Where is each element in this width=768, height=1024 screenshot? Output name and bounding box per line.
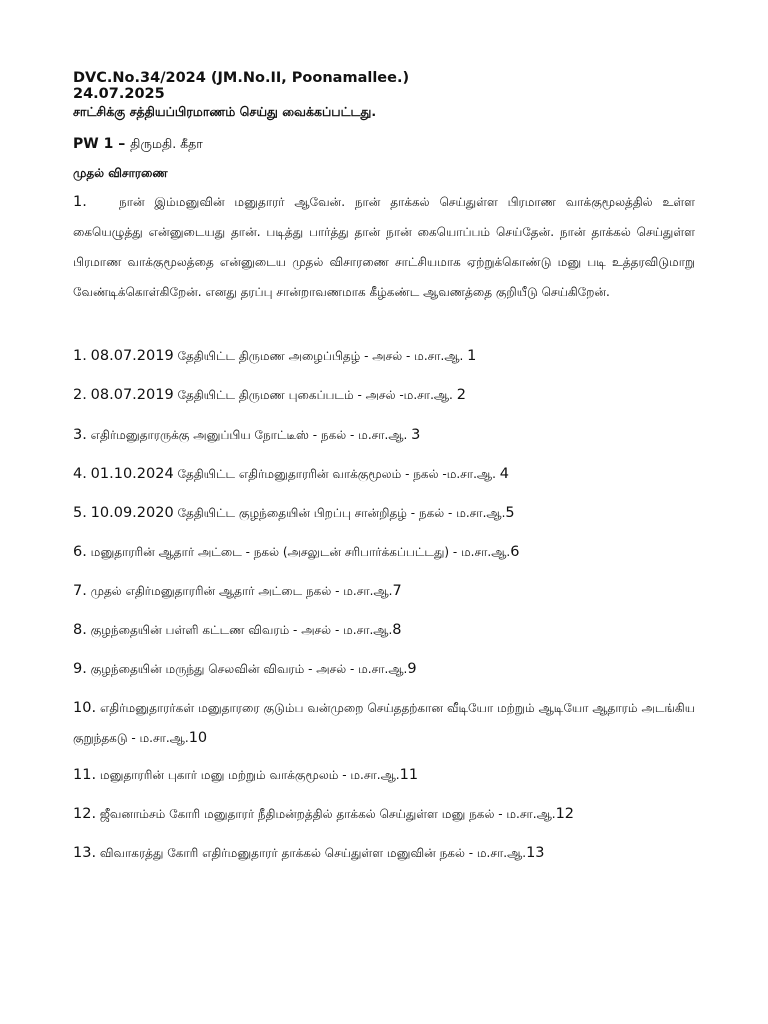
- exhibit-text-part: 13: [526, 845, 545, 861]
- exhibit-text-part: 9.: [73, 661, 87, 677]
- exhibit-item-5: [73, 505, 515, 522]
- exhibit-item-1: [73, 348, 476, 365]
- oath-line: சாட்சிக்கு சத்தியப்பிரமாணம் செய்து வைக்கப்பட்டது.: [73, 104, 377, 119]
- witness-dash: –: [113, 136, 131, 152]
- exhibit-text-part: 2: [456, 387, 466, 403]
- exhibit-text-part: 7.: [73, 583, 87, 599]
- exhibit-text-part: 10.09.2020: [90, 505, 174, 521]
- exhibit-item-2: [73, 387, 466, 404]
- exhibit-text-part: 5: [505, 505, 515, 521]
- exhibit-text-part: 11.: [73, 767, 97, 783]
- exhibit-text-part: 10.: [73, 700, 97, 716]
- exhibit-text-part: 6.: [73, 544, 87, 560]
- exhibit-text-part: 2.: [73, 387, 87, 403]
- case-number-line: DVC.No.34/2024 (JM.No.II, Poonamallee.): [73, 70, 410, 86]
- date-line: 24.07.2025: [73, 86, 165, 102]
- exhibit-text-part: ஜீவனாம்சம் கோரி மனுதாரர் நீதிமன்றத்தில் தாக்கல் செய்துள்ள மனு நகல் - ம.சா.ஆ.: [96, 807, 556, 821]
- witness-heading: [73, 136, 203, 153]
- exhibit-text-part: 3.: [73, 427, 87, 443]
- exhibit-text-part: விவாகரத்து கோரி எதிர்மனுதாரர் தாக்கல் செய்துள்ள மனுவின் நகல் - ம.சா.ஆ.: [96, 846, 527, 860]
- section-title: முதல் விசாரணை: [73, 166, 168, 180]
- exhibit-item-11: [73, 767, 418, 784]
- exhibit-text-part: தேதியிட்ட திருமண அழைப்பிதழ் - அசல் - ம.சா.ஆ.: [173, 349, 468, 363]
- exhibit-text-part: 3: [411, 427, 421, 443]
- exhibit-text-part: எதிர்மனுதாரருக்கு அனுப்பிய நோட்டீஸ் - நகல் - ம.சா.ஆ.: [86, 428, 412, 442]
- exhibit-text-part: 01.10.2024: [90, 466, 174, 482]
- exhibit-item-12: [73, 806, 574, 823]
- exhibit-text-part: மனுதாரரின் புகார் மனு மற்றும் வாக்குமூலம் - ம.சா.ஆ.: [96, 768, 400, 782]
- exhibit-text-part: 7: [392, 583, 402, 599]
- exhibit-text-part: 10: [188, 730, 208, 746]
- exhibit-text-part: 1.: [73, 348, 87, 364]
- exhibit-text-part: 9: [407, 661, 417, 677]
- exhibit-item-9: [73, 661, 417, 678]
- exhibit-text-part: தேதியிட்ட எதிர்மனுதாரரின் வாக்குமூலம் - நகல் -ம.சா.ஆ.: [173, 467, 500, 481]
- exhibit-text-part: 4: [499, 466, 509, 482]
- exhibit-text-part: 12.: [73, 806, 97, 822]
- exhibit-text-part: 4.: [73, 466, 87, 482]
- exhibit-text-part: மனுதாரரின் ஆதார் அட்டை - நகல் (அசலுடன் சரிபார்க்கப்பட்டது) - ம.சா.ஆ.: [86, 545, 511, 559]
- exhibit-item-4: [73, 466, 509, 483]
- exhibit-text-part: 6: [510, 544, 520, 560]
- exhibit-text-part: 1: [467, 348, 477, 364]
- exhibit-item-3: [73, 427, 420, 444]
- exhibit-text-part: 12: [555, 806, 575, 822]
- paragraph-text: நான் இம்மனுவின் மனுதாரர் ஆவேன். நான் தாக்கல் செய்துள்ள பிரமாண வாக்குமூலத்தில் உள்ள கையெழுத்து என்னுடையது தான். படித்து பார்த்து தான் நான் கையொப்பம் செய்தேன். நான் தாக்கல் செய்துள்ள பிரமாண வாக்குமூலத்தை என்னுடைய முதல் விசாரணை சாட்சியமாக ஏற்றுக்கொண்டு மனு படி உத்தரவிடுமாறு வேண்டிக்கொள்கிறேன். எனது தரப்பு சான்றாவணமாக கீழ்கண்ட ஆவணத்தை குறியீடு செய்கிறேன்.: [73, 195, 695, 299]
- exhibit-text-part: தேதியிட்ட குழந்தையின் பிறப்பு சான்றிதழ் - நகல் - ம.சா.ஆ.: [173, 506, 506, 520]
- exhibit-item-13: [73, 845, 545, 862]
- exhibit-text-part: 5.: [73, 505, 87, 521]
- exhibit-text-part: முதல் எதிர்மனுதாரரின் ஆதார் அட்டை நகல் - ம.சா.ஆ.: [86, 584, 393, 598]
- exhibit-text-part: குழந்தையின் பள்ளி கட்டண விவரம் - அசல் - ம.சா.ஆ.: [86, 623, 393, 637]
- witness-id: PW 1: [73, 136, 114, 152]
- paragraph-number: 1.: [73, 194, 87, 210]
- exhibit-text-part: 11: [399, 767, 419, 783]
- exhibit-text-part: 08.07.2019: [90, 348, 174, 364]
- exhibit-text-part: 8.: [73, 622, 87, 638]
- exhibit-item-7: [73, 583, 402, 600]
- exhibit-item-10: [73, 693, 695, 753]
- exhibit-text-part: தேதியிட்ட திருமண புகைப்படம் - அசல் -ம.சா.ஆ.: [173, 388, 457, 402]
- exhibit-text-part: எதிர்மனுதாரர்கள் மனுதாரரை குடும்ப வன்முறை செய்ததற்கான வீடியோ மற்றும் ஆடியோ ஆதாரம் அடங்கிய குறுந்தகடு - ம.சா.ஆ.: [73, 701, 695, 745]
- exhibit-text-part: 13.: [73, 845, 97, 861]
- statement-paragraph: [73, 187, 695, 307]
- exhibit-item-8: [73, 622, 402, 639]
- exhibit-item-6: [73, 544, 519, 561]
- exhibit-text-part: குழந்தையின் மருந்து செலவின் விவரம் - அசல் - ம.சா.ஆ.: [86, 662, 408, 676]
- exhibit-text-part: 08.07.2019: [90, 387, 174, 403]
- witness-name: திருமதி. கீதா: [130, 136, 203, 151]
- exhibit-text-part: 8: [392, 622, 402, 638]
